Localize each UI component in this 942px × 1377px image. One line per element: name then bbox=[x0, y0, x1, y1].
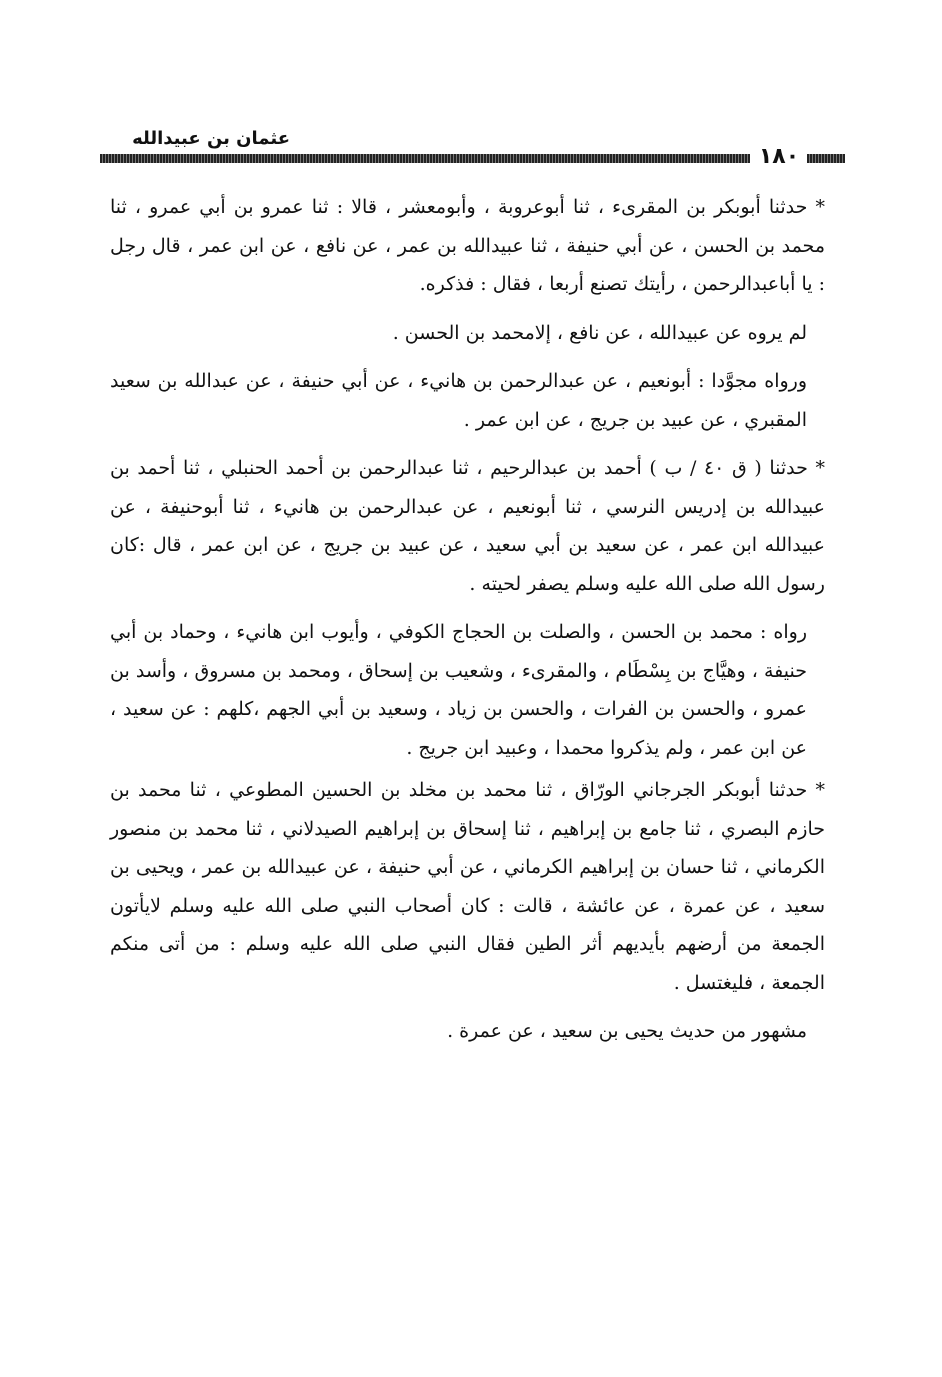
hadith-paragraph: * حدثنا ( ق ٤٠ / ب ) أحمد بن عبدالرحيم ، ثنا عبدالرحمن بن أحمد الحنبلي ، ثنا أحمد بن عبيدالله بن إدريس النرسي ، ثنا أبونعيم ، عن عبدالرحمن بن هانيء ، ثنا أبوحنيفة ، عن عبيدالله ابن عمر ، عن سعيد بن أبي سعيد ، عن عبيد بن جريج ، عن ابن عمر ، قال :كان رسول الله صلى الله عليه وسلم يصفر لحيته . bbox=[110, 457, 825, 595]
commentary-paragraph: لم يروه عن عبيدالله ، عن نافع ، إلامحمد بن الحسن . bbox=[392, 321, 807, 344]
page-body bbox=[110, 188, 825, 1061]
running-title: عثمان بن عبيدالله bbox=[132, 128, 290, 149]
commentary-paragraph: رواه : محمد بن الحسن ، والصلت بن الحجاج الكوفي ، وأيوب ابن هانيء ، وحماد بن أبي حنيفة ، وهيَّاج بن بِسْطَام ، والمقرىء ، وشعيب بن إسحاق ، ومحمد بن مسروق ، وأسد بن عمرو ، والحسن بن الفرات ، والحسن بن زياد ، وسعيد بن أبي الجهم ،كلهم : عن سعيد ، عن ابن عمر ، ولم يذكروا محمدا ، وعبيد ابن جريج . bbox=[110, 621, 807, 759]
page-header bbox=[100, 118, 825, 178]
hadith-paragraph: * حدثنا أبوبكر بن المقرىء ، ثنا أبوعروبة ، وأبومعشر ، قالا : ثنا عمرو بن أبي عمرو ، ثنا محمد بن الحسن ، عن أبي حنيفة ، ثنا عبيدالله بن عمر ، عن نافع ، عن ابن عمر ، قال رجل : يا أباعبدالرحمن ، رأيتك تصنع أربعا ، فقال : فذكره. bbox=[110, 196, 825, 295]
header-rule-end bbox=[807, 154, 845, 163]
commentary-paragraph: ورواه مجوَّدا : أبونعيم ، عن عبدالرحمن بن هانيء ، عن أبي حنيفة ، عن عبدالله بن سعيد المقبري ، عن عبيد بن جريج ، عن ابن عمر . bbox=[110, 370, 807, 431]
hadith-paragraph: * حدثنا أبوبكر الجرجاني الورّاق ، ثنا محمد بن مخلد بن الحسين المطوعي ، ثنا محمد بن حازم البصري ، ثنا جامع بن إبراهيم ، ثنا إسحاق بن إبراهيم الصيدلاني ، ثنا محمد بن منصور الكرماني ، ثنا حسان بن إبراهيم الكرماني ، عن أبي حنيفة ، عن عبيدالله بن عمر ، ويحيى بن سعيد ، عن عمرة ، عن عائشة ، قالت : كان أصحاب النبي صلى الله عليه وسلم لايأتون الجمعة من أرضهم بأيديهم أثر الطين فقال النبي صلى الله عليه وسلم : من أتى منكم الجمعة ، فليغتسل . bbox=[110, 779, 825, 994]
commentary-paragraph: مشهور من حديث يحيى بن سعيد ، عن عمرة . bbox=[447, 1020, 807, 1042]
header-rule bbox=[100, 154, 750, 163]
page-number: ١٨٠ bbox=[758, 144, 800, 169]
